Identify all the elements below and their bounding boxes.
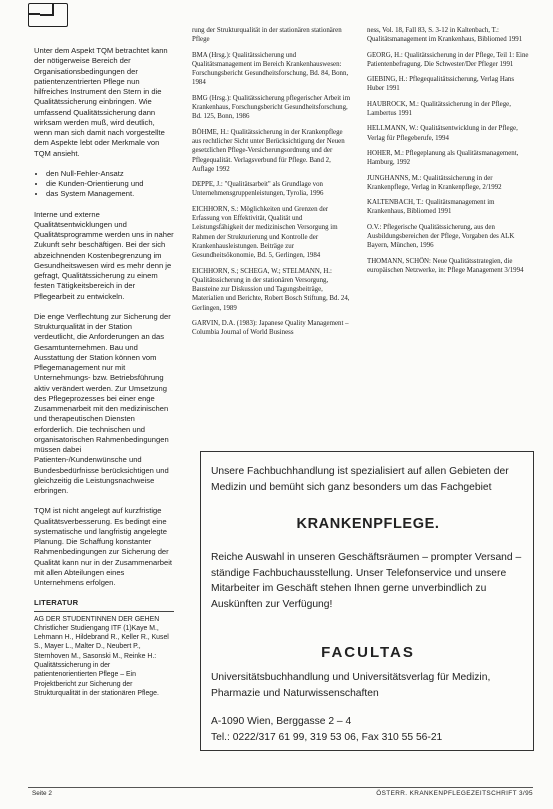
reference-item: EICHHORN, S.: Möglichkeiten und Grenzen der Erfassung von Effektivität, Qualität und Leistungsfähigkeit der medizinischen Versorgung im Rahmen der Strukturierung und Kontrolle der Krankenhausleistungen. Beiträge zur Gesundheitsökonomie, Bd. 5, Gerlingen, 1984 bbox=[192, 205, 338, 260]
reference-item: HOHER, M.: Pflegeplanung als Qualitätsmanagement, Hamburg, 1992 bbox=[367, 149, 519, 167]
ad-body-text: Reiche Auswahl in unseren Geschäftsräumen – prompter Versand – ständige Fachbuchausstellung. Unser Telefonservice und unsere Mitarbeiter im Geschäft stehen Ihnen gerne unverbindlich zu Auskünften zur Verfügung! bbox=[211, 552, 522, 610]
paragraph-3: Die enge Verflechtung zur Sicherung der Strukturqualität in der Station verdeutlicht, die Anforderungen an das Gesamtunternehmen. Bau und Ausstattung der Station können vom Pflegemanagement nur mit Unternehmungs- bzw. Betriebsführung aktiv verändert werden. Zur Umsetzung des Pflegeprozesses bei einer enge Zusammenarbeit mit den medizinischen und therapeutischen Diensten erforderlich. Die technischen und organisatorischen Rahmenbedingungen müssen dabei Patienten-/Kundenwünsche und Bundesbedürfnisse berücksichtigen und gleichzeitig die Leistungsnachweise erbringen. bbox=[34, 311, 171, 495]
paragraph-4: TQM ist nicht angelegt auf kurzfristige Qualitätsverbesserung. Es bedingt eine systematische und langfristig angelegte Planung. Die Schaffung konstanter Rahmenbedingungen zur Sicherung der Qualität kann nur in der Zusammenarbeit mit allen Abteilungen eines Unternehmens erfolgen. bbox=[34, 506, 173, 587]
reference-item: JUNGHANNS, M.: Qualitätssicherung in der Krankenpflege, Verlag in Krankenpflege, 2/1992 bbox=[367, 174, 502, 191]
bullet-list bbox=[34, 169, 174, 200]
column-3 bbox=[367, 26, 532, 281]
reference-item: rung der Strukturqualität in der stationären stationären Pflege bbox=[192, 27, 342, 44]
reference-item: O.V.: Pflegerische Qualitätssicherung, aus den Ausbildungsbereichen der Pflege, Vorgaben des ALK Bayern, München, 1996 bbox=[367, 223, 515, 250]
ad-brand-name: FACULTAS bbox=[321, 644, 415, 661]
paragraph-intro: Unter dem Aspekt TQM betrachtet kann der nötigerweise Bereich der Organisationsbedingungen der patientenzentrierten Pflege nun hilfreiches Instrument den Stern in die Qualitätssicherung einbringen. Wie umfassend Qualitätssicherung dann wirksam werden muß, wird deutlich, wenn man sich damit nach vorgestellte dem Aspekte lebt oder Merkmale von TQM ansieht. bbox=[34, 46, 168, 158]
reference-item: HAUBROCK, M.: Qualitätssicherung in der Pflege, Lambertus 1991 bbox=[367, 100, 511, 118]
corner-logo-icon bbox=[28, 3, 68, 27]
journal-reference: ÖSTERR. KRANKENPFLEGEZEITSCHRIFT 3/95 bbox=[376, 790, 533, 797]
literature-divider bbox=[34, 611, 174, 612]
ad-contact bbox=[211, 714, 525, 745]
reference-item: GIEBING, H.: Pflegequalitätssicherung, Verlag Hans Huber 1991 bbox=[367, 76, 515, 93]
bullet-item: • das System Management. bbox=[46, 189, 174, 199]
bookstore-advertisement bbox=[200, 451, 534, 751]
reference-item: GARVIN, D.A. (1983): Japanese Quality Management – Columbia Journal of World Business bbox=[192, 320, 349, 337]
column-1 bbox=[34, 46, 174, 704]
bullet-item: • die Kunden-Orientierung und bbox=[46, 179, 174, 189]
paragraph-2: Interne und externe Qualitätsentwicklungen und Qualitätsprogramme werden uns in naher Zukunft sehr beschäftigen. Bei der sich abzeichnenden Kostenbegrenzung im Gesundheitswesen wird es mehr denn je gefragt, Qualitätssicherung zu einem festen Tätigkeitsbereich in der Pflegearbeit zu entwickeln. bbox=[34, 209, 174, 301]
reference-item: BÖHME, H.: Qualitätssicherung in der Krankenpflege aus rechtlicher Sicht unter Berücksichtigung der Neuen gesetzlichen Pflege-Versicherungsordnung und der Pflegequalität. Verlagsverbund für Pflege. Band 2, Auflage 1992 bbox=[192, 128, 345, 173]
reference-item: AG DER STUDENTINNEN DER GEHEN Christlicher Studiengang ITF (1)Kaye M., Lehmann H., Hildebrand R., Keller R., Kusel S., Mayer L., Malter D., Neubert P., Sternhoven M., Sasonski M., Reinke H.: Qualitätssicherung in der patientenorientierten Pflege – Ein Projektbericht zur Sicherung der Strukturqualität in der stationären Pflege. bbox=[34, 615, 169, 697]
reference-item: THOMANN, SCHÖN: Neue Qualitätsstrategien, die europäischen Netzwerke, in: Pflege Management 3/1994 bbox=[367, 257, 524, 274]
reference-item: EICHHORN, S.; SCHEGA, W.; STELMANN, H.: Qualitätssicherung in der stationären Versorgung, Bausteine zur Diskussion und Tagungsbeiträge, Materialien und Berichte, Robert Bosch Stiftung, Bd. 24, Gerlingen, 1989 bbox=[192, 267, 350, 312]
ad-phone: Tel.: 0222/317 61 99, 319 53 06, Fax 310 55 56-21 bbox=[211, 731, 443, 743]
reference-item: HELLMANN, W.: Qualitätsentwicklung in der Pflege, Verlag für Pflegeberufe, 1994 bbox=[367, 125, 518, 142]
reference-item: KALTENBACH, T.: Qualitätsmanagement im Krankenhaus, Bibliomed 1991 bbox=[367, 199, 495, 216]
reference-item: DEPPE, J.: "Qualitätsarbeit" als Grundlage von Unternehmensgruppenleistungen, Tyrolia, 1996 bbox=[192, 181, 324, 198]
page-number: Seite 2 bbox=[32, 790, 52, 797]
ad-address: A-1090 Wien, Berggasse 2 – 4 bbox=[211, 716, 352, 727]
ad-subtitle: Universitätsbuchhandlung und Universitätsverlag für Medizin, Pharmazie und Naturwissenschaften bbox=[211, 672, 491, 699]
reference-item: BMA (Hrsg.): Qualitätssicherung und Qualitätsmanagement im Bereich Krankenhauswesen: Forschungsbericht Gesundheitsforschung, Bd. 84, Bonn, 1984 bbox=[192, 51, 349, 87]
bullet-item: • den Null-Fehler-Ansatz bbox=[46, 169, 174, 179]
ad-headline: KRANKENPFLEGE. bbox=[296, 516, 440, 532]
reference-item: BMG (Hrsg.): Qualitätssicherung pflegerischer Arbeit im Krankenhaus, Forschungsbericht Gesundheitsforschung, Bd. 125, Bonn, 1986 bbox=[192, 94, 351, 121]
reference-item: ness, Vol. 18, Fall 83, S. 3-12 in Kaltenbach, T.: Qualitätsmanagement im Krankenhaus, Bibliomed 1991 bbox=[367, 27, 523, 44]
footer-divider bbox=[28, 787, 533, 788]
column-2 bbox=[192, 26, 352, 344]
literature-heading: LITERATUR bbox=[34, 598, 79, 608]
reference-item: GEORG, H.: Qualitätssicherung in der Pflege, Teil 1: Eine Patientenbefragung. Die Schwester/Der Pfleger 1991 bbox=[367, 51, 529, 68]
ad-intro-text: Unsere Fachbuchhandlung ist spezialisiert auf allen Gebieten der Medizin und bemüht sich ganz besonders um das Fachgebiet bbox=[211, 466, 509, 493]
